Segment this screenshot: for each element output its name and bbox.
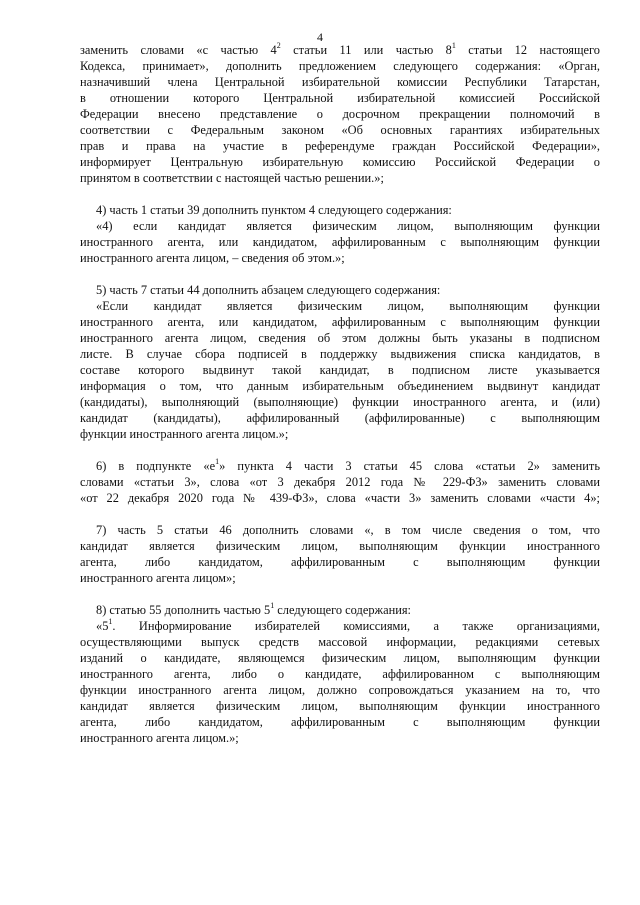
text-line: принятом в соответствии с настоящей частью решении.»; bbox=[80, 171, 384, 185]
text-line: назначивший члена Центральной избирательной комиссии Республики Татарстан, bbox=[80, 75, 600, 89]
amendment-item-4 bbox=[80, 202, 600, 266]
text-line: (кандидаты), выполняющий (выполняющие) функции иностранного агента, и (или) bbox=[80, 395, 600, 409]
text-line: иностранного агента, или кандидатом, аффилированным с выполняющим функции bbox=[80, 315, 600, 329]
amendment-item-6 bbox=[80, 458, 600, 506]
text-line: Кодекса, принимает», дополнить предложением следующего содержания: «Орган, bbox=[80, 59, 600, 73]
amendment-item-8 bbox=[80, 602, 600, 746]
amendment-item-5 bbox=[80, 282, 600, 442]
text-line: заменить словами «с частью $4^2$ статьи 11 или частью $8^1$ статьи 12 настоящего bbox=[80, 42, 600, 57]
text-line: иностранного агента лицом.»; bbox=[80, 731, 239, 745]
text-line: информация о том, что данным избирательным объединением выдвинут кандидат bbox=[80, 379, 600, 393]
text-line: Федерации внесено представление о досрочном прекращении полномочий в bbox=[80, 107, 600, 121]
text-line: составе которого выдвинут такой кандидат, в подписном листе указывается bbox=[80, 363, 600, 377]
text-line: иностранного агента, или кандидатом, аффилированным с выполняющим функции bbox=[80, 235, 600, 249]
text-line: изданий о кандидате, являющемся физическим лицом, выполняющим функции bbox=[80, 651, 600, 665]
text-line: «$5^1$. Информирование избирателей комиссиями, а также организациями, bbox=[96, 618, 600, 633]
text-line: «Если кандидат является физическим лицом, выполняющим функции bbox=[96, 299, 600, 313]
text-line: 4) часть 1 статьи 39 дополнить пунктом 4 следующего содержания: bbox=[96, 203, 452, 217]
text-line: функции иностранного агента лицом.»; bbox=[80, 427, 289, 441]
text-line: иностранного агента лицом, сведения об этом должны быть указаны в подписном bbox=[80, 331, 600, 345]
text-line: агента, либо кандидатом, аффилированным с выполняющим функции bbox=[80, 715, 600, 729]
amendment-item-7 bbox=[80, 522, 600, 586]
document-body bbox=[80, 42, 600, 762]
text-line: информирует Центральную избирательную комиссию Российской Федерации о bbox=[80, 155, 600, 169]
text-line: 7) часть 5 статьи 46 дополнить словами «, в том числе сведения о том, что bbox=[96, 523, 600, 537]
text-line: иностранного агента лицом, – сведения об этом.»; bbox=[80, 251, 345, 265]
text-line: 6) в подпункте «$е^1$» пункта 4 части 3 статьи 45 слова «статьи 2» заменить bbox=[96, 458, 600, 473]
text-line: функции иностранного агента лицом, должно сопровождаться указанием на то, что bbox=[80, 683, 600, 697]
text-line: словами «статьи 3», слова «от 3 декабря 2012 года № 229-ФЗ» заменить словами bbox=[80, 475, 600, 489]
text-line: соответствии с Федеральным законом «Об основных гарантиях избирательных bbox=[80, 123, 600, 137]
text-line: кандидат является физическим лицом, выполняющим функции иностранного bbox=[80, 699, 600, 713]
paragraph-continuation bbox=[80, 42, 600, 186]
text-line: «от 22 декабря 2020 года № 439-ФЗ», слова «части 3» заменить словами «части 4»; bbox=[80, 491, 600, 505]
page-number: 4 bbox=[317, 30, 323, 44]
text-line: иностранного агента лицом»; bbox=[80, 571, 236, 585]
text-line: кандидат (кандидаты), аффилированный (аффилированные) с выполняющим bbox=[80, 411, 600, 425]
text-line: листе. В случае сбора подписей в поддержку выдвижения списка кандидатов, в bbox=[80, 347, 600, 361]
text-line: 8) статью 55 дополнить частью $5^1$ следующего содержания: bbox=[96, 600, 411, 617]
text-line: иностранного агента, либо о кандидате, аффилированном с выполняющим bbox=[80, 667, 600, 681]
text-line: агента, либо кандидатом, аффилированным с выполняющим функции bbox=[80, 555, 600, 569]
text-line: кандидат является физическим лицом, выполняющим функции иностранного bbox=[80, 539, 600, 553]
text-line: осуществляющими выпуск средств массовой информации, редакциями сетевых bbox=[80, 635, 600, 649]
text-line: 5) часть 7 статьи 44 дополнить абзацем следующего содержания: bbox=[96, 283, 441, 297]
text-line: «4) если кандидат является физическим лицом, выполняющим функции bbox=[96, 219, 600, 233]
text-line: прав и права на участие в референдуме граждан Российской Федерации», bbox=[80, 139, 600, 153]
text-line: в отношении которого Центральной избирательной комиссией Российской bbox=[80, 91, 600, 105]
